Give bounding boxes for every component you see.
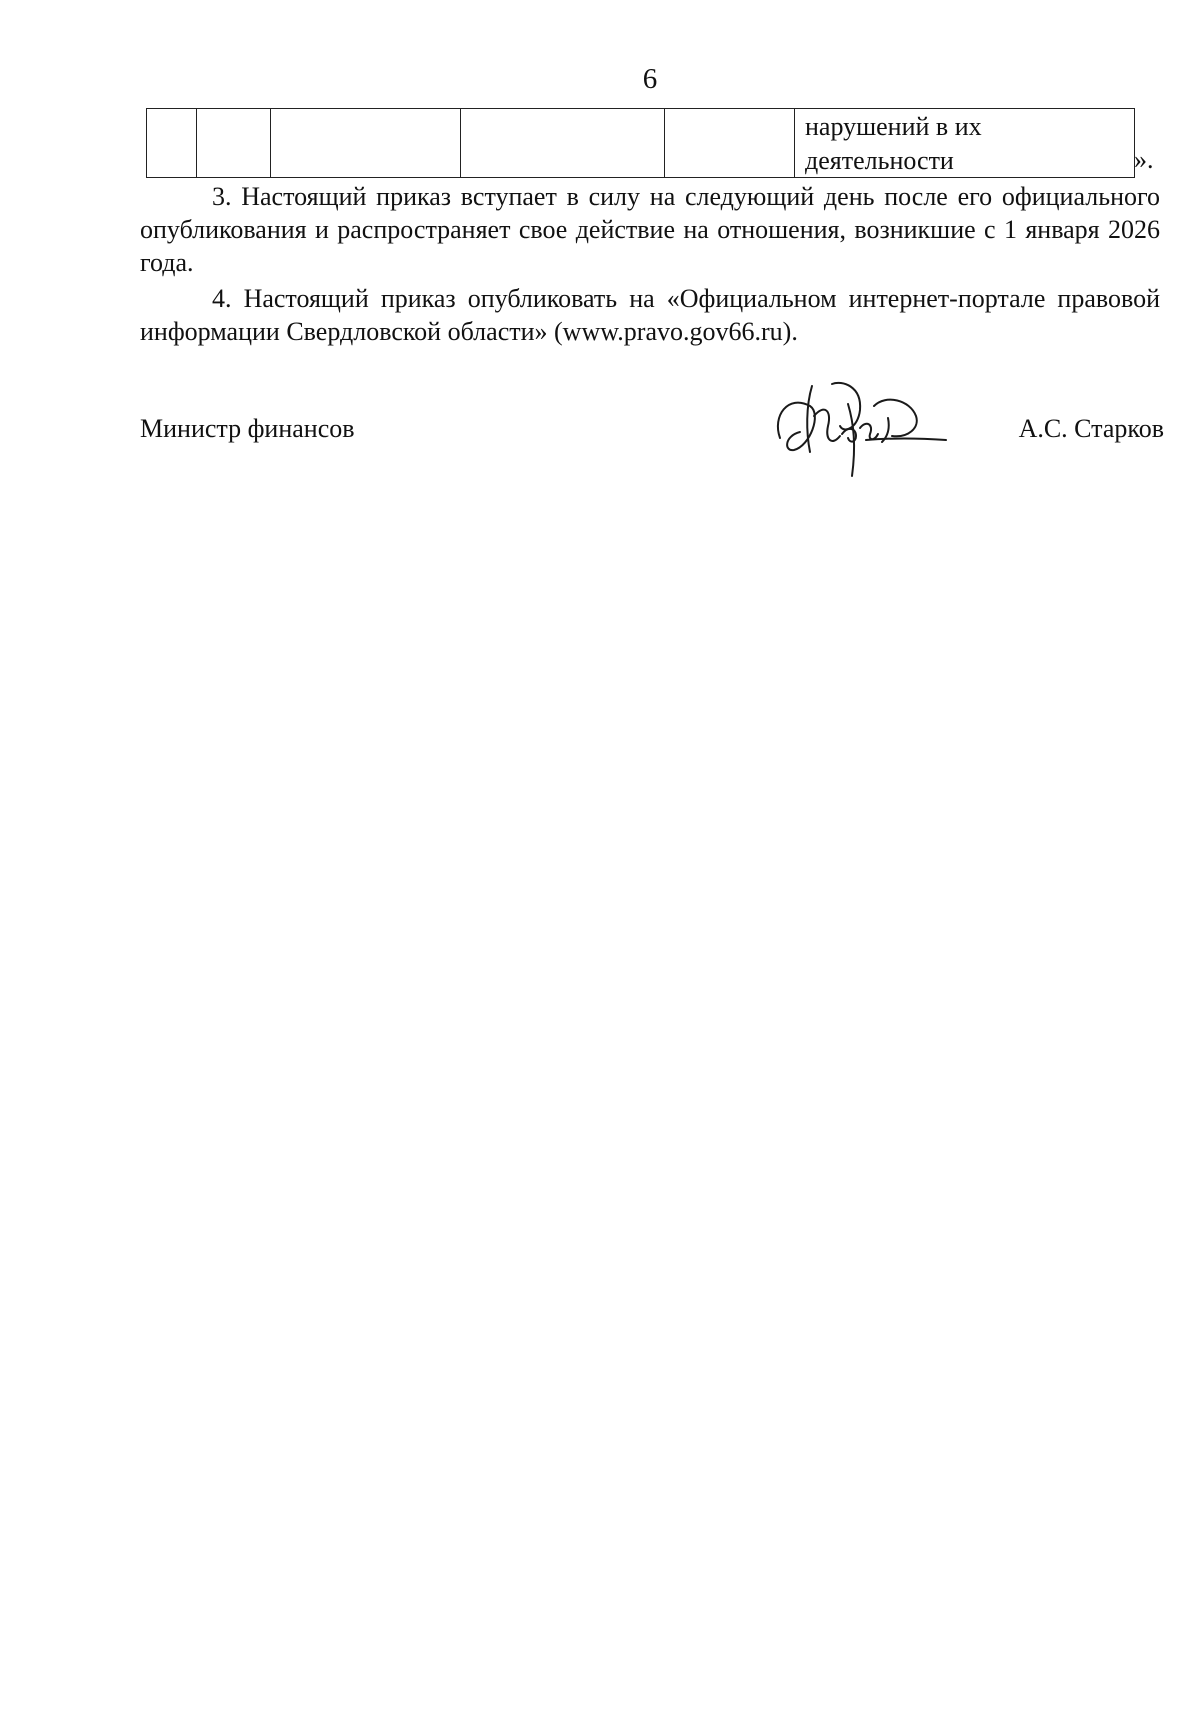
paragraph-3-text: 3. Настоящий приказ вступает в силу на следующий день после его официального опубликования и распространяет свое действие на отношения, возникшие с 1 января 2026 года. bbox=[140, 182, 1160, 277]
continuation-table bbox=[146, 108, 1135, 178]
table-row bbox=[147, 109, 1135, 178]
table-cell bbox=[197, 109, 271, 178]
cell-line-1: нарушений в их bbox=[805, 112, 982, 141]
page-number: 6 bbox=[642, 63, 658, 95]
paragraph-3 bbox=[140, 180, 1160, 279]
table-cell bbox=[271, 109, 461, 178]
signatory-title: Министр финансов bbox=[140, 414, 355, 443]
cell-line-2: деятельности bbox=[805, 146, 954, 175]
table-cell bbox=[461, 109, 665, 178]
paragraph-4 bbox=[140, 282, 1160, 348]
table-cell bbox=[665, 109, 795, 178]
table-cell-description bbox=[795, 109, 1135, 178]
handwritten-signature bbox=[770, 376, 950, 486]
table-cell bbox=[147, 109, 197, 178]
closing-quote: ». bbox=[1134, 145, 1154, 174]
signature-block bbox=[140, 412, 1164, 472]
signatory-name: А.С. Старков bbox=[1018, 414, 1164, 443]
paragraph-4-text: 4. Настоящий приказ опубликовать на «Официальном интернет-портале правовой информации Свердловской области» (www.pravo.gov66.ru). bbox=[140, 284, 1160, 346]
